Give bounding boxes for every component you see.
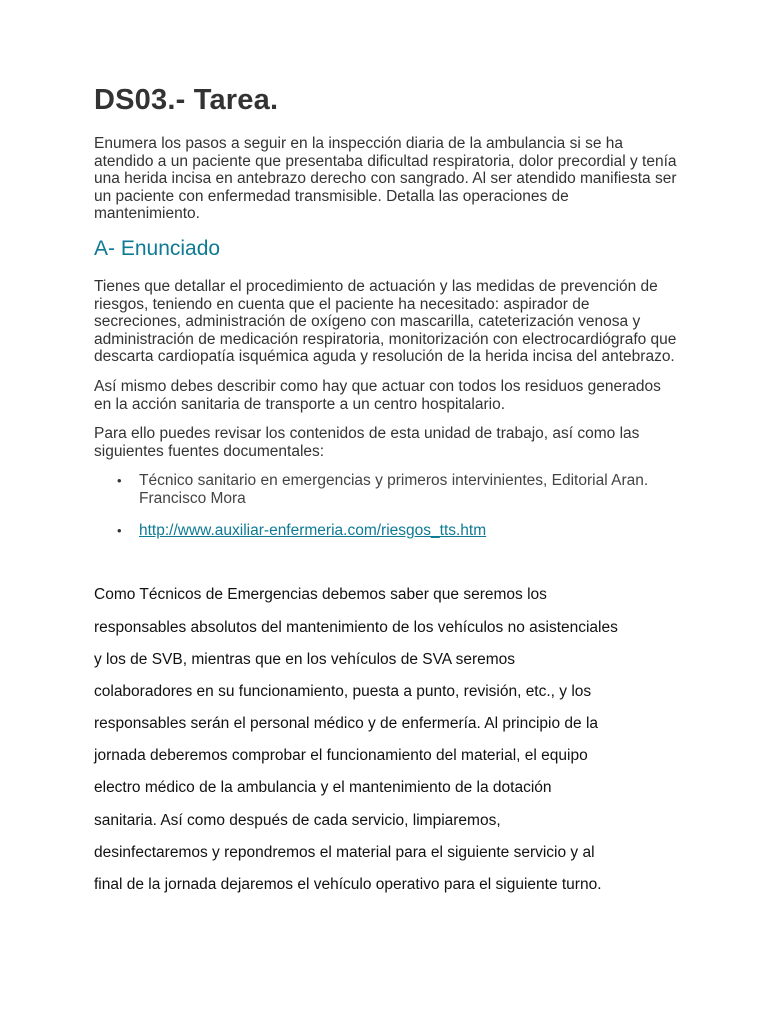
list-item — [117, 472, 678, 508]
source-book: Técnico sanitario en emergencias y primeros intervinientes, Editorial Aran. Francisco Mora — [139, 472, 649, 508]
text-line: jornada deberemos comprobar el funcionamiento del material, el equipo — [94, 747, 588, 765]
text-line: responsables serán el personal médico y de enfermería. Al principio de la — [94, 715, 599, 733]
paragraph-sources-intro: Para ello puedes revisar los contenidos de esta unidad de trabajo, así como las siguientes fuentes documentales: — [94, 425, 640, 460]
text-line: sanitaria. Así como después de cada servicio, limpiaremos, — [94, 811, 501, 829]
text-line: responsables absolutos del mantenimiento de los vehículos no asistenciales — [94, 618, 618, 636]
paragraph-procedure: Tienes que detallar el procedimiento de actuación y las medidas de prevención de riesgos, teniendo en cuenta que el paciente ha necesitado: aspirador de secreciones, administración de oxígeno con mascarilla, cateterización venosa y administración de medicación respiratoria, monitorización con electrocardiógrafo que descarta cardiopatía isquémica aguda y resolución de la herida incisa del antebrazo. — [94, 277, 677, 366]
section-heading: A- Enunciado — [94, 236, 221, 260]
list-item — [117, 522, 678, 540]
text-line: Como Técnicos de Emergencias debemos saber que seremos los — [94, 586, 547, 604]
answer-body — [94, 586, 678, 908]
sources-list — [94, 472, 678, 540]
text-line: y los de SVB, mientras que en los vehículos de SVA seremos — [94, 650, 516, 668]
page-title: DS03.- Tarea. — [94, 84, 279, 116]
text-line: electro médico de la ambulancia y el mantenimiento de la dotación — [94, 779, 552, 797]
task-intro: Enumera los pasos a seguir en la inspección diaria de la ambulancia si se ha atendido a un paciente que presentaba dificultad respiratoria, dolor precordial y tenía una herida incisa en antebrazo derecho con sangrado. Al ser atendido manifiesta ser un paciente con enfermedad transmisible. Detalla las operaciones de mantenimiento. — [94, 135, 677, 223]
text-line: colaboradores en su funcionamiento, puesta a punto, revisión, etc., y los — [94, 682, 592, 700]
source-link[interactable]: http://www.auxiliar-enfermeria.com/riesgos_tts.htm — [139, 522, 487, 540]
paragraph-waste: Así mismo debes describir como hay que actuar con todos los residuos generados en la acción sanitaria de transporte a un centro hospitalario. — [94, 377, 661, 413]
bullet-icon: • — [117, 473, 122, 489]
bullet-icon: • — [117, 523, 122, 539]
text-line: desinfectaremos y repondremos el material para el siguiente servicio y al — [94, 843, 595, 861]
text-line: final de la jornada dejaremos el vehículo operativo para el siguiente turno. — [94, 876, 602, 893]
